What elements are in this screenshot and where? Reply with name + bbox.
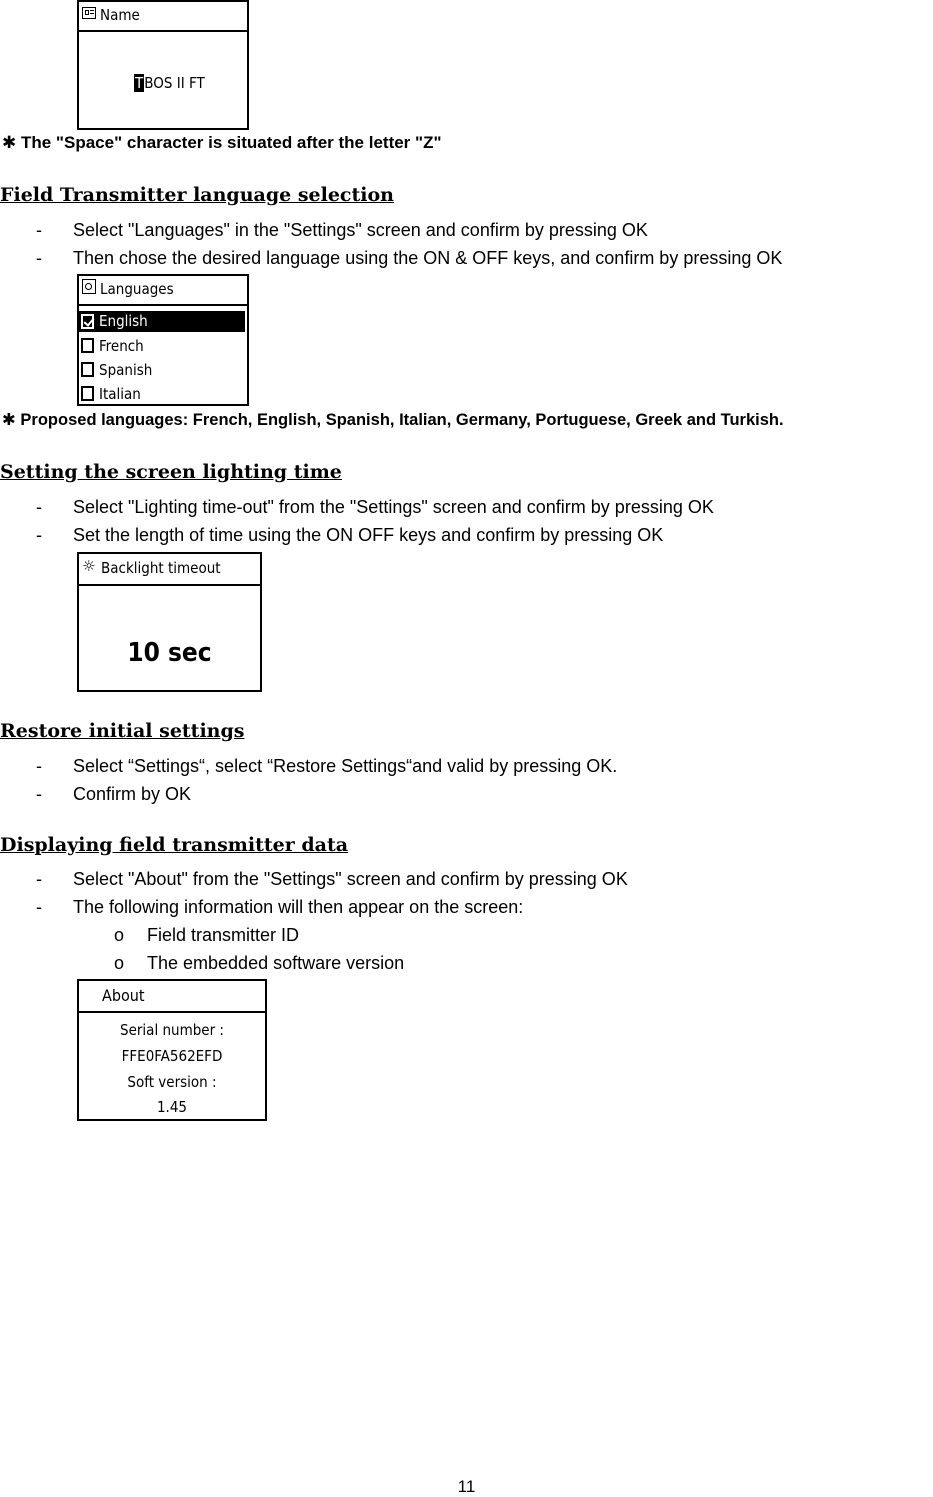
language-item-italian[interactable]	[79, 384, 245, 405]
heading-lighting-time: Setting the screen lighting time	[0, 461, 342, 483]
soft-version-label: Soft version :	[127, 1073, 217, 1091]
dash-bullet: -	[36, 897, 42, 917]
sub-list-item	[0, 925, 933, 949]
backlight-screen-header	[79, 554, 260, 586]
list-item	[0, 220, 933, 244]
language-label: English	[99, 312, 148, 330]
sun-icon: ☼	[82, 557, 96, 575]
step-text: Select “Settings“, select “Restore Settings“and valid by pressing OK.	[73, 756, 618, 776]
list-item	[0, 869, 933, 893]
checkbox-icon	[81, 386, 94, 401]
about-screen-title: About	[102, 986, 145, 1005]
dash-bullet: -	[36, 784, 42, 804]
name-screen-title: Name	[100, 6, 140, 24]
dash-bullet: -	[36, 525, 42, 545]
backlight-screen	[77, 552, 262, 692]
dash-bullet: -	[36, 497, 42, 517]
sub-item-text: Field transmitter ID	[147, 925, 300, 945]
step-text: The following information will then appear on the screen:	[73, 897, 524, 917]
soft-version-value: 1.45	[156, 1098, 188, 1116]
asterisk-icon: ✱	[2, 410, 16, 429]
heading-restore-settings: Restore initial settings	[0, 720, 245, 742]
step-text: Confirm by OK	[73, 784, 192, 804]
backlight-value: 10 sec	[127, 638, 212, 668]
step-text: Select "About" from the "Settings" screen and confirm by pressing OK	[73, 869, 628, 889]
step-text: Then chose the desired language using the ON & OFF keys, and confirm by pressing OK	[73, 248, 783, 268]
list-item	[0, 497, 933, 521]
list-item	[0, 248, 933, 272]
checkbox-icon	[81, 338, 94, 353]
step-text: Set the length of time using the ON OFF keys and confirm by pressing OK	[73, 525, 664, 545]
name-screen	[77, 0, 249, 130]
list-item	[0, 784, 933, 808]
heading-language-selection: Field Transmitter language selection	[0, 184, 394, 206]
asterisk-icon: ✱	[2, 133, 17, 153]
heading-displaying-data: Displaying field transmitter data	[0, 834, 349, 856]
note-space-text: The "Space" character is situated after the letter "Z"	[20, 133, 442, 152]
dash-bullet: -	[36, 756, 42, 776]
language-item-english[interactable]	[79, 311, 245, 332]
contact-card-icon	[82, 7, 96, 19]
language-item-french[interactable]	[79, 336, 245, 357]
circle-bullet: o	[114, 953, 125, 973]
step-text: Select "Lighting time-out" from the "Settings" screen and confirm by pressing OK	[73, 497, 714, 517]
globe-icon	[82, 279, 96, 294]
language-label: French	[99, 337, 144, 355]
sub-list-item	[0, 953, 933, 977]
about-screen-header	[79, 981, 265, 1013]
sub-item-text: The embedded software version	[147, 953, 405, 973]
list-item	[0, 525, 933, 549]
list-item	[0, 756, 933, 780]
language-label: Italian	[99, 385, 141, 403]
checkbox-icon	[81, 362, 94, 377]
serial-label: Serial number :	[120, 1021, 224, 1039]
page-number: 11	[457, 1477, 476, 1496]
backlight-screen-title: Backlight timeout	[101, 559, 221, 577]
note-space	[2, 133, 442, 153]
dash-bullet: -	[36, 220, 42, 240]
language-label: Spanish	[99, 361, 153, 379]
name-value	[134, 74, 205, 92]
languages-screen	[77, 274, 249, 406]
name-screen-header	[79, 2, 247, 32]
serial-value: FFE0FA562EFD	[121, 1047, 223, 1065]
step-text: Select "Languages" in the "Settings" screen and confirm by pressing OK	[73, 220, 648, 240]
dash-bullet: -	[36, 869, 42, 889]
about-screen	[77, 979, 267, 1121]
name-value-text: BOS II FT	[144, 74, 205, 92]
list-item	[0, 897, 933, 921]
checkbox-checked-icon	[81, 314, 94, 329]
languages-screen-header	[79, 276, 247, 306]
dash-bullet: -	[36, 248, 42, 268]
note-languages-text: Proposed languages: French, English, Spanish, Italian, Germany, Portuguese, Greek and Turkish.	[20, 411, 784, 429]
circle-bullet: o	[114, 925, 125, 945]
language-item-spanish[interactable]	[79, 360, 245, 381]
note-languages	[2, 410, 784, 430]
languages-screen-title: Languages	[100, 280, 174, 298]
text-cursor: T	[135, 74, 144, 92]
